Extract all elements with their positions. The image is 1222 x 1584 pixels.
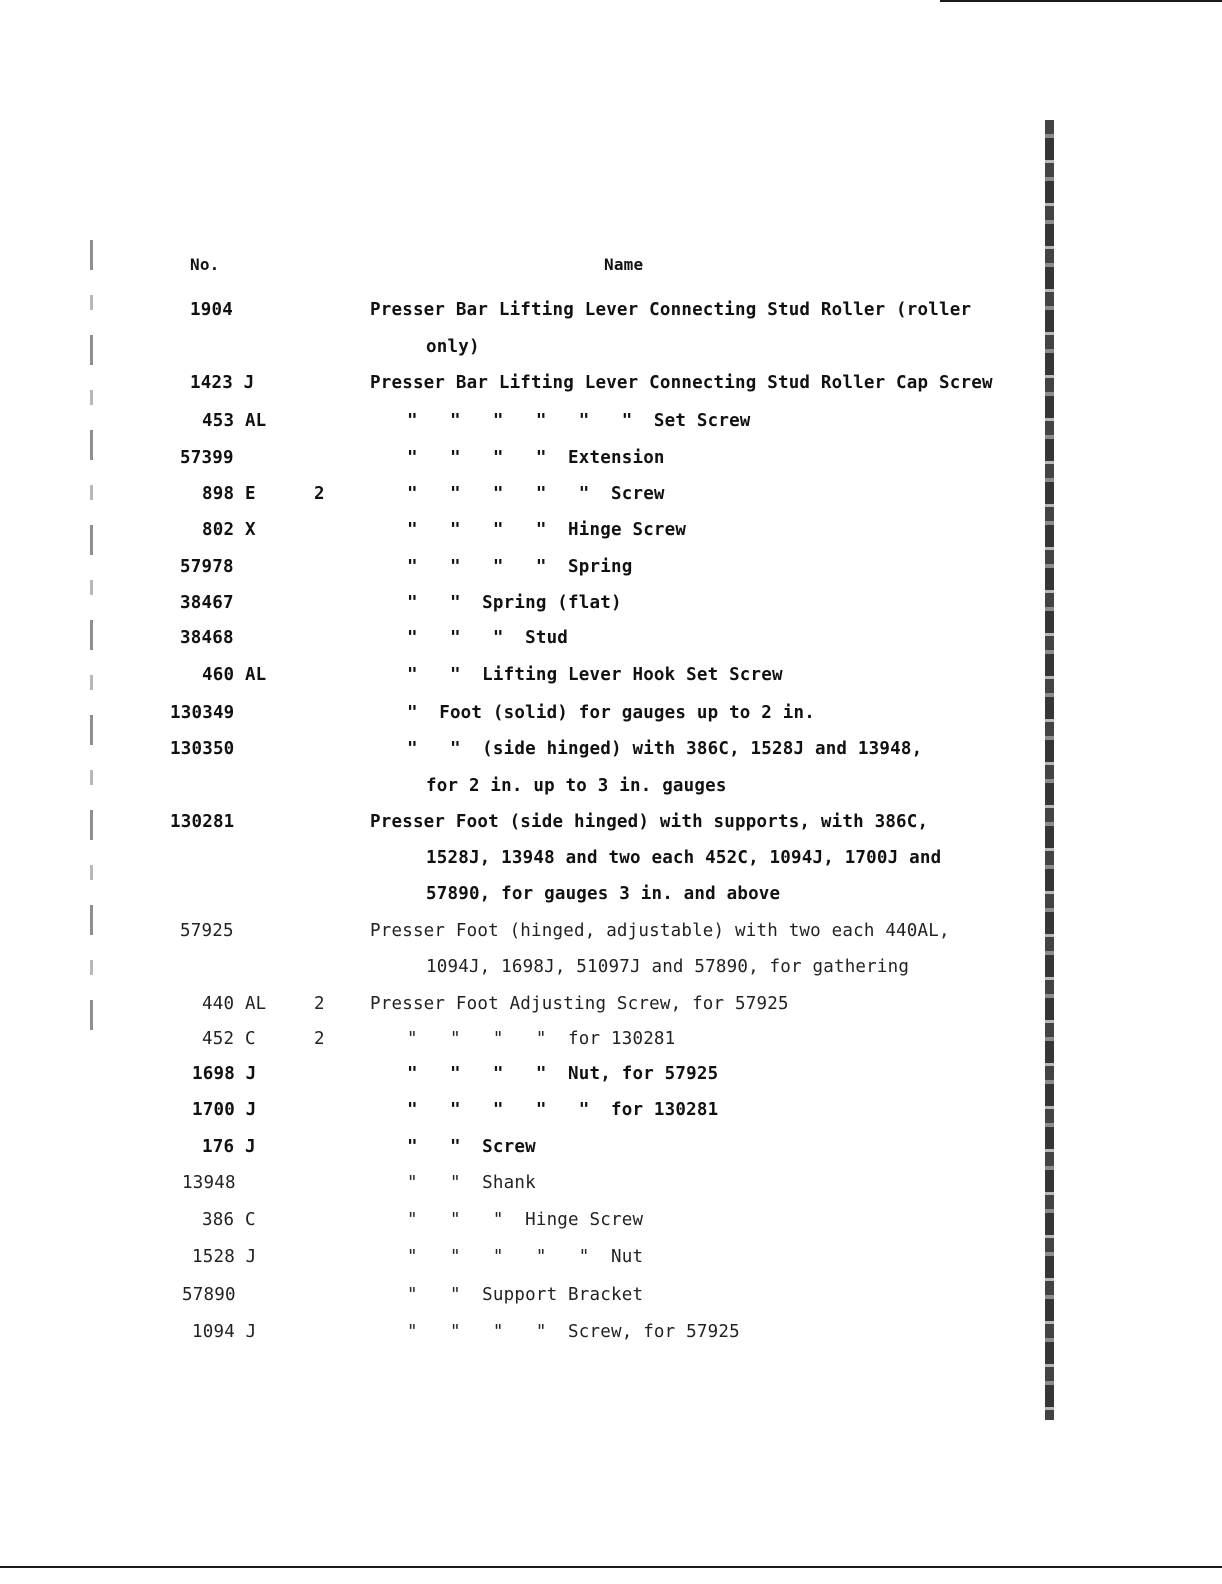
part-quantity: 2	[314, 484, 325, 504]
part-name: " " " " Nut, for 57925	[407, 1064, 719, 1084]
part-number: 130350	[170, 739, 235, 759]
part-number: 898 E	[202, 484, 256, 504]
part-number: 57890	[182, 1285, 236, 1305]
part-number: 57925	[180, 921, 234, 941]
part-name: Presser Bar Lifting Lever Connecting Stud Roller (roller	[370, 300, 972, 320]
part-number: 1698 J	[192, 1064, 257, 1084]
part-number: 130281	[170, 812, 235, 832]
part-number: 57399	[180, 448, 234, 468]
part-name: " " " " " Nut	[407, 1247, 644, 1267]
scan-edge-bottom	[0, 1566, 1222, 1568]
part-name: " " " " for 130281	[407, 1029, 676, 1049]
part-name: Presser Foot (hinged, adjustable) with two each 440AL,	[370, 921, 950, 941]
column-header-name: Name	[604, 255, 644, 274]
part-name: " " Shank	[407, 1173, 536, 1193]
part-name: Presser Foot (side hinged) with supports, with 386C,	[370, 812, 929, 832]
part-name: " " " " " for 130281	[407, 1100, 719, 1120]
part-quantity: 2	[314, 1029, 325, 1049]
part-number: 453 AL	[202, 411, 267, 431]
scan-edge-left	[90, 240, 93, 1030]
part-name: " " " " Spring	[407, 557, 633, 577]
part-number: 1904	[190, 300, 233, 320]
part-name: " Foot (solid) for gauges up to 2 in.	[407, 703, 815, 723]
part-name: Presser Foot Adjusting Screw, for 57925	[370, 994, 789, 1014]
scan-edge-right	[1045, 120, 1054, 1420]
part-name: " " Support Bracket	[407, 1285, 644, 1305]
part-name-continuation: only)	[426, 337, 480, 357]
part-number: 1528 J	[192, 1247, 257, 1267]
part-name-continuation: 1094J, 1698J, 51097J and 57890, for gathering	[426, 957, 910, 977]
part-name: " " " " " Screw	[407, 484, 665, 504]
part-number: 1700 J	[192, 1100, 257, 1120]
part-name: " " Screw	[407, 1137, 536, 1157]
part-number: 386 C	[202, 1210, 256, 1230]
part-number: 802 X	[202, 520, 256, 540]
part-name: " " Lifting Lever Hook Set Screw	[407, 665, 783, 685]
part-number: 13948	[182, 1173, 236, 1193]
part-number: 460 AL	[202, 665, 267, 685]
part-number: 38467	[180, 593, 234, 613]
part-name: " " (side hinged) with 386C, 1528J and 13948,	[407, 739, 923, 759]
part-name-continuation: 57890, for gauges 3 in. and above	[426, 884, 781, 904]
part-number: 452 C	[202, 1029, 256, 1049]
part-number: 57978	[180, 557, 234, 577]
part-number: 1094 J	[192, 1322, 257, 1342]
part-name: " " " " Screw, for 57925	[407, 1322, 740, 1342]
part-name: " " " " " " Set Screw	[407, 411, 751, 431]
column-header-no: No.	[190, 255, 220, 274]
part-name: " " " " Extension	[407, 448, 665, 468]
part-name-continuation: 1528J, 13948 and two each 452C, 1094J, 1700J and	[426, 848, 942, 868]
part-number: 38468	[180, 628, 234, 648]
part-name: " " " Stud	[407, 628, 569, 648]
part-number: 130349	[170, 703, 235, 723]
part-name: " " " Hinge Screw	[407, 1210, 644, 1230]
scan-edge-top	[940, 0, 1222, 2]
part-name: " " " " Hinge Screw	[407, 520, 687, 540]
part-number: 440 AL	[202, 994, 267, 1014]
part-quantity: 2	[314, 994, 325, 1014]
part-number: 176 J	[202, 1137, 256, 1157]
part-name: Presser Bar Lifting Lever Connecting Stud Roller Cap Screw	[370, 373, 993, 393]
part-number: 1423 J	[190, 373, 255, 393]
part-name: " " Spring (flat)	[407, 593, 622, 613]
part-name-continuation: for 2 in. up to 3 in. gauges	[426, 776, 727, 796]
